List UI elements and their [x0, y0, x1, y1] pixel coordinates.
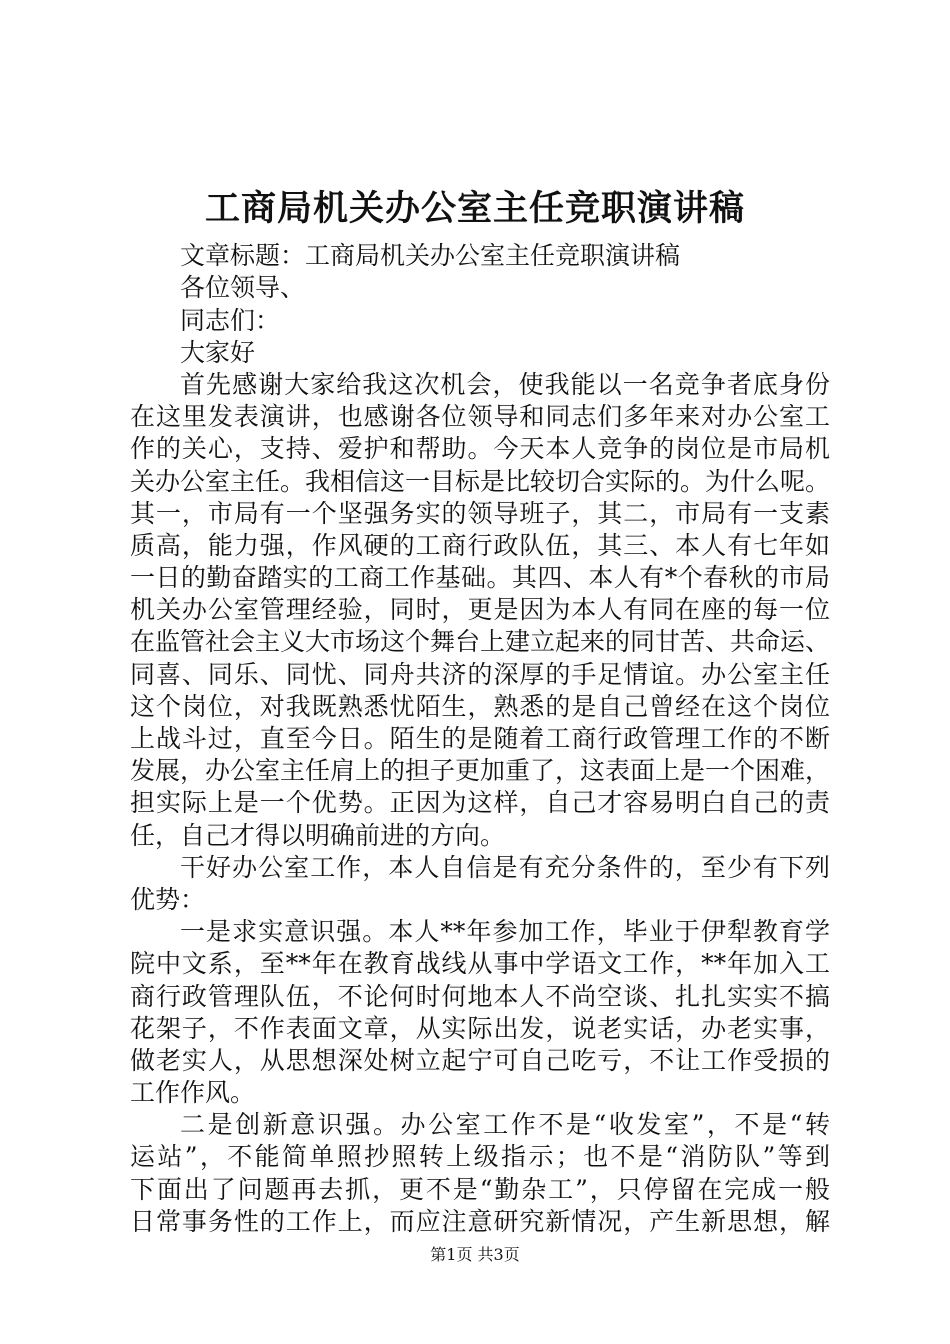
paragraph-line: 首先感谢大家给我这次机会，使我能以一名竞争者底身份: [180, 369, 830, 399]
paragraph-line: 下面出了问题再去抓，更不是“勤杂工”，只停留在完成一般: [130, 1174, 830, 1204]
paragraph-line: 上战斗过，直至今日。陌生的是随着工商行政管理工作的不断: [130, 724, 830, 753]
paragraph-line: 这个岗位，对我既熟悉忧陌生，熟悉的是自己曾经在这个岗位: [130, 691, 830, 721]
meta-title-line: 文章标题：工商局机关办公室主任竞职演讲稿: [180, 241, 681, 271]
paragraph-line: 关办公室主任。我相信这一目标是比较切合实际的。为什么呢。: [130, 466, 831, 496]
paragraph-line: 在监管社会主义大市场这个舞台上建立起来的同甘苦、共命运、: [130, 627, 831, 657]
paragraph-line: 在这里发表演讲，也感谢各位领导和同志们多年来对办公室工: [130, 402, 830, 432]
paragraph-line: 发展，办公室主任肩上的担子更加重了，这表面上是一个困难，: [130, 756, 831, 786]
paragraph-line: 院中文系，至**年在教育战线从事中学语文工作，**年加入工: [130, 949, 830, 979]
document-body: [130, 208, 830, 1238]
paragraph-line: 花架子，不作表面文章，从实际出发，说老实话，办老实事，: [130, 1013, 830, 1043]
page-footer: 第1页 共3页: [430, 1245, 520, 1264]
paragraph-line: 一是求实意识强。本人**年参加工作，毕业于伊犁教育学: [180, 917, 830, 947]
greeting-line: 大家好: [180, 337, 256, 367]
paragraph-line: 作的关心，支持、爱护和帮助。今天本人竞争的岗位是市局机: [130, 434, 830, 464]
paragraph-line: 工作作风。: [130, 1078, 256, 1108]
salutation-line: 同志们：: [180, 305, 281, 335]
paragraph-line: 干好办公室工作，本人自信是有充分条件的，至少有下列: [180, 852, 830, 882]
paragraph-line: 其一，市局有一个坚强务实的领导班子，其二，市局有一支素: [130, 498, 830, 528]
paragraph-line: 优势：: [130, 884, 206, 914]
paragraph-line: 运站”，不能简单照抄照转上级指示；也不是“消防队”等到: [130, 1142, 830, 1172]
paragraph-line: 质高，能力强，作风硬的工商行政队伍，其三、本人有七年如: [130, 530, 830, 560]
paragraph-line: 日常事务性的工作上，而应注意研究新情况，产生新思想，解: [130, 1206, 830, 1236]
paragraph-line: 任，自己才得以明确前进的方向。: [130, 820, 506, 850]
paragraph-line: 二是创新意识强。办公室工作不是“收发室”，不是“转: [180, 1110, 830, 1140]
document-title: 工商局机关办公室主任竞职演讲稿: [204, 188, 745, 229]
paragraph-line: 机关办公室管理经验，同时，更是因为本人有同在座的每一位: [130, 595, 830, 625]
paragraph-line: 担实际上是一个优势。正因为这样，自己才容易明白自己的责: [130, 788, 830, 818]
salutation-line: 各位领导、: [180, 273, 306, 303]
paragraph-line: 商行政管理队伍，不论何时何地本人不尚空谈、扎扎实实不搞: [130, 981, 830, 1011]
paragraph-line: 同喜、同乐、同忧、同舟共济的深厚的手足情谊。办公室主任: [130, 659, 830, 689]
paragraph-line: 一日的勤奋踏实的工商工作基础。其四、本人有*个春秋的市局: [130, 563, 830, 593]
paragraph-line: 做老实人，从思想深处树立起宁可自己吃亏，不让工作受损的: [130, 1045, 830, 1075]
